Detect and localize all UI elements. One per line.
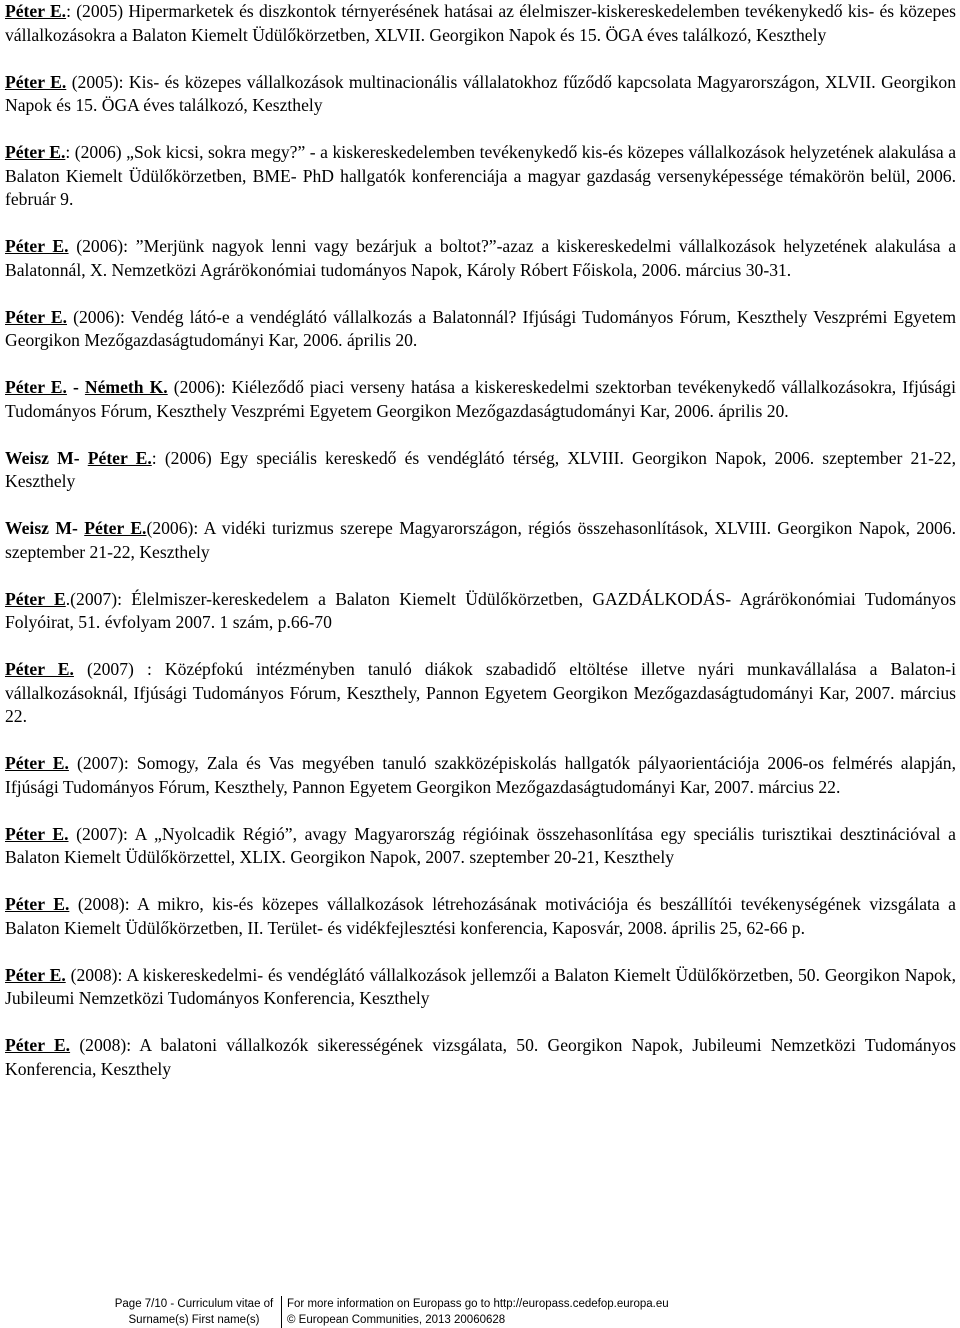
publication-text: (2008): A kiskereskedelmi- és vendéglátó vállalkozások jellemzői a Balaton Kiemelt Üdülőkörzetben, 50. Georgikon Napok, Jubileumi Nemzetközi Tudományos Konferencia, Keszthely <box>5 964 956 1008</box>
publication-entry <box>5 517 956 564</box>
author-name: Péter E. <box>87 447 152 468</box>
footer-europass-info <box>287 1296 669 1328</box>
publication-text: (2006): Kiéleződő piaci verseny hatása a kiskereskedelmi szektorban tevékenykedő vállalkozásokra, Ifjúsági Tudományos Fórum, Keszthely Veszprémi Egyetem Georgikon Mezőgazdaságtudományi Kar, 2006. április 20. <box>5 377 956 421</box>
author-name: Péter E. <box>5 659 74 679</box>
publication-entry <box>5 376 956 423</box>
page-footer <box>0 1296 960 1328</box>
publication-entry <box>5 71 956 118</box>
publication-entry <box>5 235 956 282</box>
publication-text: (2007): A „Nyolcadik Régió”, avagy Magyarország régióinak összehasonlítása egy speciális turisztikai desztinációval a Balaton Kiemelt Üdülőkörzettel, XLIX. Georgikon Napok, 2007. szeptember 20-21, Keszthely <box>5 823 956 867</box>
author-name: Péter E. <box>5 753 69 773</box>
publication-text: (2006): A vidéki turizmus szerepe Magyarországon, régiós összehasonlítások, XLVIII. Georgikon Napok, 2006. szeptember 21-22, Keszthely <box>5 518 956 562</box>
footer-europass-link[interactable]: For more information on Europass go to http://europass.cedefop.europa.eu <box>287 1298 669 1310</box>
author-name: Péter E. <box>5 306 67 327</box>
publication-entry <box>5 1034 956 1081</box>
publication-text: : (2006) Egy speciális kereskedő és vendéglátó térség, XLVIII. Georgikon Napok, 2006. szeptember 21-22, Keszthely <box>5 447 956 491</box>
publication-text: (2006): Vendég látó-e a vendéglátó vállalkozás a Balatonnál? Ifjúsági Tudományos Fórum, Keszthely Veszprémi Egyetem Georgikon Mezőgazdaságtudományi Kar, 2006. április 20. <box>5 306 957 350</box>
coauthor-prefix: Weisz M- <box>5 447 88 468</box>
publication-entry <box>5 823 956 870</box>
author-name: Péter E. <box>5 142 66 162</box>
publication-text: : (2006) „Sok kicsi, sokra megy?” - a kiskereskedelemben tevékenykedő kis-és közepes vállalkozások helyzetének alakulása a Balaton Kiemelt Üdülőkörzetben, BME- PhD hallgatók konferenciája a magyar gazdaság versenyképessége témakörön belül, 2006. február 9. <box>5 142 956 209</box>
publication-entry <box>5 893 956 940</box>
footer-copyright: © European Communities, 2013 20060628 <box>287 1314 506 1326</box>
publication-text: .(2007): Élelmiszer-kereskedelem a Balaton Kiemelt Üdülőkörzetben, GAZDÁLKODÁS- Agrárökonómiai Tudományos Folyóirat, 51. évfolyam 2007. 1 szám, p.66-70 <box>5 588 956 632</box>
footer-page-number: Page 7/10 - Curriculum vitae of <box>114 1298 274 1310</box>
footer-divider <box>281 1296 282 1328</box>
publication-entry <box>5 141 956 212</box>
publication-text: : (2005) Hipermarketek és diszkontok térnyerésének hatásai az élelmiszer-kiskereskedelemben tevékenykedő kis- és közepes vállalkozásokra a Balaton Kiemelt Üdülőkörzetben, XLVII. Georgikon Napok és 15. ÖGA éves találkozó, Keszthely <box>5 1 956 45</box>
publication-text: (2007) : Középfokú intézményben tanuló diákok szabadidő eltöltése illetve nyári munkavállalása a Balaton-i vállalkozásoknál, Ifjúsági Tudományos Fórum, Keszthely, Pannon Egyetem Georgikon Mezőgazdaságtudományi Kar, 2007. március 22. <box>5 659 957 726</box>
author-name: Péter E. <box>5 894 70 914</box>
author-name: Péter E. <box>5 1035 71 1055</box>
author-separator: - <box>66 377 85 397</box>
author-name: Péter E <box>5 588 66 609</box>
publication-text: (2005): Kis- és közepes vállalkozások multinacionális vállalatokhoz fűződő kapcsolata Magyarországon, XLVII. Georgikon Napok és 15. ÖGA éves találkozó, Keszthely <box>5 71 956 115</box>
author-name: Péter E. <box>84 518 147 538</box>
author-name: Németh K. <box>84 377 168 397</box>
author-name: Péter E. <box>5 964 66 985</box>
publication-text: (2008): A balatoni vállalkozók sikerességének vizsgálata, 50. Georgikon Napok, Jubileumi Nemzetközi Tudományos Konferencia, Keszthely <box>5 1035 956 1079</box>
coauthor-prefix: Weisz M- <box>5 518 85 538</box>
author-name: Péter E. <box>5 377 67 397</box>
publication-text: (2007): Somogy, Zala és Vas megyében tanuló szakközépiskolás hallgatók pályaorientációja 2006-os felmérés alapján, Ifjúsági Tudományos Fórum, Keszthely, Pannon Egyetem Georgikon Mezőgazdaságtudományi Kar, 2007. március 22. <box>5 753 956 797</box>
publication-entry <box>5 658 956 729</box>
publication-text: (2008): A mikro, kis-és közepes vállalkozások létrehozásának motivációja és beszállítói tevékenységének vizsgálata a Balaton Kiemelt Üdülőkörzetben, II. Terület- és vidékfejlesztési konferencia, Kaposvár, 2008. április 25, 62-66 p. <box>5 894 956 938</box>
publication-text: (2006): ”Merjünk nagyok lenni vagy bezárjuk a boltot?”-azaz a kiskereskedelmi vállalkozások helyzetének alakulása a Balatonnál, X. Nemzetközi Agrárökonómiai tudományos Napok, Károly Róbert Főiskola, 2006. március 30-31. <box>5 236 957 280</box>
author-name: Péter E. <box>5 823 69 844</box>
publication-entry <box>5 0 956 47</box>
publication-entry <box>5 752 956 799</box>
publication-entry <box>5 447 956 494</box>
publication-list <box>5 0 956 1081</box>
publication-entry <box>5 306 956 353</box>
author-name: Péter E. <box>5 1 67 21</box>
author-name: Péter E. <box>5 71 67 92</box>
footer-name: Surname(s) First name(s) <box>128 1314 260 1326</box>
footer-page-info <box>108 1296 280 1328</box>
publication-entry <box>5 964 956 1011</box>
author-name: Péter E. <box>5 236 69 256</box>
publication-entry <box>5 588 956 635</box>
